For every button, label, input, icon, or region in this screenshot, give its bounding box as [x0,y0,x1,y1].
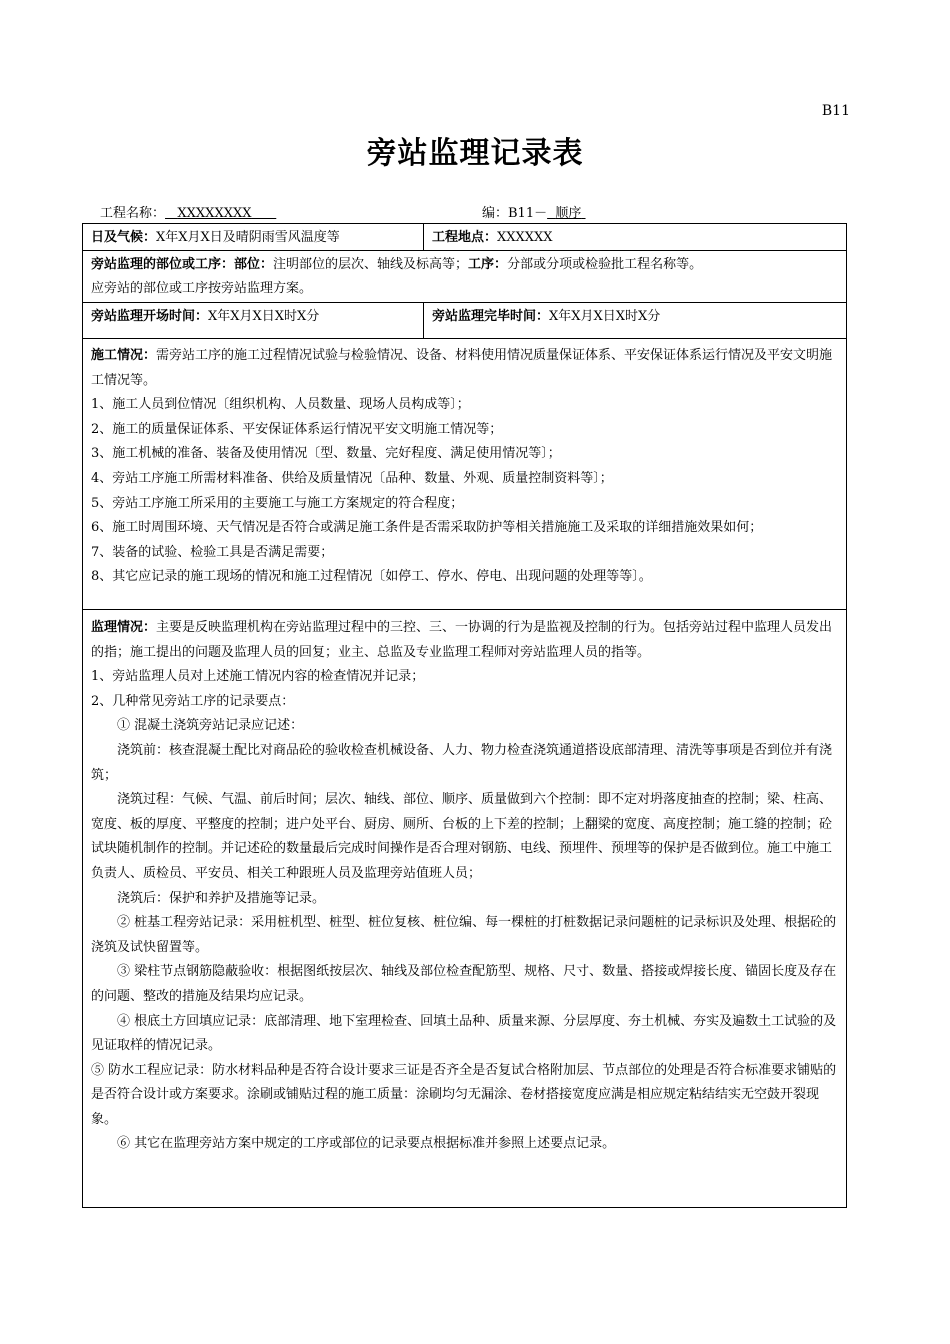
time-row [83,303,846,339]
waterproof-record: ⑤ 防水工程应记录：防水材料品种是否符合设计要求三证是否齐全是否复试合格附加层、节点部位的处理是否符合标准要求铺贴的是否符合设计或方案要求。涂刷或铺贴过程的施工质量：涂刷均匀无漏涂、卷材搭接宽度应满是相应规定粘结结实无空鼓开裂现象。 [91,1062,837,1127]
end-time-cell [424,303,846,338]
part-row [83,251,846,303]
part-line-1 [91,253,838,277]
list-item: 6、施工时周围环境、天气情况是否符合或满足施工条件是否需采取防护等相关措施施工及采取的详细措施效果如何； [91,520,763,536]
construction-intro: 施工情况：需旁站工序的施工过程情况试验与检验情况、设备、材料使用情况质量保证体系、平安保证体系运行情况及平安文明施工情况等。 [91,348,833,388]
list-item: 7、装备的试验、检验工具是否满足需要； [91,544,334,560]
part-label: 部位： [234,257,274,272]
part-row-label: 旁站监理的部位或工序： [91,257,235,272]
other-record: ⑥ 其它在监理旁站方案中规定的工序或部位的记录要点根据标准并参照上述要点记录。 [117,1136,616,1152]
document-code: B11 [821,103,850,119]
supervision-item-2: 2、几种常见旁站工序的记录要点： [91,693,295,709]
list-item: 2、施工的质量保证体系、平安保证体系运行情况平安文明施工情况等； [91,421,503,437]
document-number-value: 顺序 [555,206,582,221]
weather-row [83,224,846,251]
process-label: 工序： [468,257,508,272]
list-item: 3、施工机械的准备、装备及使用情况〔型、数量、完好程度、满足使用情况等〕； [91,446,561,462]
document-number-line [482,202,586,221]
list-item: 8、其它应记录的施工现场的情况和施工过程情况〔如停工、停水、停电、出现问题的处理等等〕。 [91,569,652,585]
construction-section [83,339,846,610]
concrete-after: 浇筑后：保护和养护及措施等记录。 [117,890,326,906]
concrete-during: 浇筑过程：气候、气温、前后时间；层次、轴线、部位、顺序、质量做到六个控制：即不定对坍落度抽查的控制；梁、柱高、宽度、板的厚度、平整度的控制；进户处平台、厨房、厕所、台板的上下差的控制；上翻梁的宽度、高度控制；施工缝的控制；砼试块随机制作的控制。并记述砼的数量最后完成时间操作是否合理对钢筋、电线、预埋件、预埋等的保护是否做到位。施工中施工负责人、质检员、平安员、相关工种跟班人员及监理旁站值班人员； [91,792,833,881]
project-name-label: 工程名称： [100,206,166,221]
supervision-section [83,610,846,1207]
site-value: XXXXXX [497,230,553,245]
supervision-item-1: 1、旁站监理人员对上述施工情况内容的检查情况并记录； [91,669,425,685]
weather-value: X年X月X日及晴阴雨雪风温度等 [156,230,340,245]
backfill-record: ④ 根底土方回填应记录：底部清理、地下室理检查、回填土品种、质量来源、分层厚度、夯土机械、夯实及遍数土工试验的及见证取样的情况记录。 [91,1013,837,1054]
project-name-line [100,202,276,221]
concrete-before: 浇筑前：核查混凝土配比对商品砼的验收检查机械设备、人力、物力检查浇筑通道搭设底部清理、清洗等事项是否到位并有浇筑； [91,742,833,783]
start-time-value: X年X月X日X时X分 [208,309,320,324]
site-label: 工程地点： [432,230,498,245]
list-item: 1、施工人员到位情况〔组织机构、人员数量、现场人员构成等〕； [91,397,470,413]
weather-cell [83,224,424,250]
record-form [82,223,847,1208]
end-time-label: 旁站监理完毕时间： [432,309,550,324]
pile-record: ② 桩基工程旁站记录：采用桩机型、桩型、桩位复核、桩位编、每一棵桩的打桩数据记录问题桩的记录标识及处理、根据砼的浇筑及试快留置等。 [91,915,837,955]
construction-label: 施工情况： [91,348,157,363]
list-item: 5、旁站工序施工所采用的主要施工与施工方案规定的符合程度； [91,495,464,511]
rebar-record: ③ 梁柱节点钢筋隐蔽验收：根据图纸按层次、轴线及部位检查配筋型、规格、尺寸、数量、搭接或焊接长度、锚固长度及存在的问题、整改的措施及结果均应记录。 [91,964,837,1004]
end-time-value: X年X月X日X时X分 [549,309,661,324]
process-value: 分部或分项或检验批工程名称等。 [507,257,703,272]
document-number-label: 编：B11－ [482,206,548,221]
start-time-cell [83,303,424,338]
site-cell [424,224,846,250]
start-time-label: 旁站监理开场时间： [91,309,209,324]
page-title: 旁站监理记录表 [366,136,584,171]
supervision-label: 监理情况： [91,620,157,635]
part-line-2: 应旁站的部位或工序按旁站监理方案。 [91,281,313,296]
supervision-intro: 监理情况：主要是反映监理机构在旁站监理过程中的三控、三、一协调的行为是监视及控制的行为。包括旁站过程中监理人员发出的指；施工提出的问题及监理人员的回复；业主、总监及专业监理工程师对旁站监理人员的指等。 [91,620,833,660]
part-value: 注明部位的层次、轴线及标高等； [273,257,469,272]
list-item: 4、旁站工序施工所需材料准备、供给及质量情况〔品种、数量、外观、质量控制资料等〕； [91,470,613,486]
project-name-value: XXXXXXXX [177,206,252,221]
weather-label: 日及气候： [91,230,157,245]
concrete-title: ① 混凝土浇筑旁站记录应记述： [117,718,304,734]
